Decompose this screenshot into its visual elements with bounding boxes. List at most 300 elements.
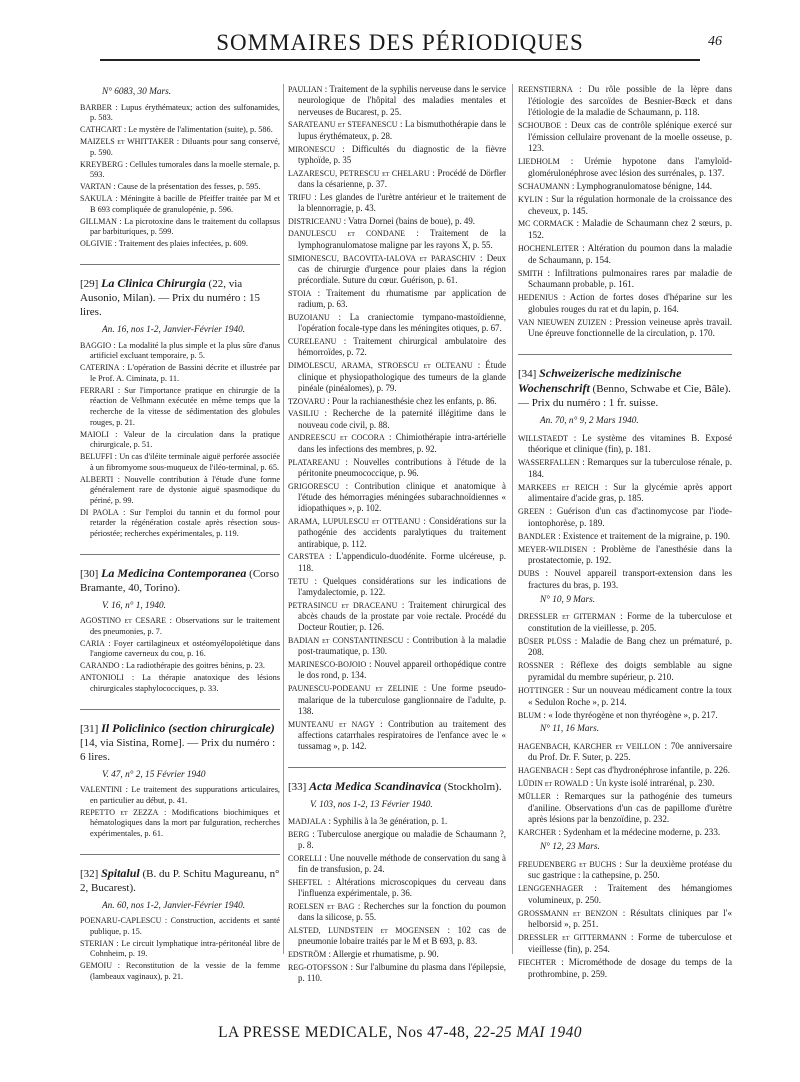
article-entry — [80, 239, 280, 250]
article-title: : Sur l'albumine du plasma dans l'épilepsie, p. 110. — [298, 961, 506, 984]
footer-dates: 22-25 MAI 1940 — [473, 1024, 582, 1041]
article-title: : La radiothérapie des goitres bénins, p. 23. — [121, 661, 265, 671]
article-title: : L'appendiculo-duodénite. Forme ulcéreuse, p. 118. — [298, 551, 506, 573]
article-entry — [288, 144, 506, 167]
article-entry — [288, 719, 506, 753]
article-title: : Urémie hypotone dans l'amyloïd-glomérulonéphrose avec lésion des surrénales, p. 137. — [528, 156, 732, 178]
journal-number: [34] — [518, 367, 537, 380]
article-author: BERG — [288, 829, 310, 839]
article-title: : Pour la rachianesthésie chez les enfants, p. 86. — [327, 395, 497, 406]
article-entry — [518, 859, 732, 882]
article-author: TETU — [288, 576, 309, 586]
article-author: AGOSTINO et CESARE — [80, 616, 166, 626]
footer-prefix: LA PRESSE MEDICALE, N — [218, 1024, 409, 1041]
article-author: STERIAN — [80, 938, 114, 948]
article-title: : L'opération de Bassini décrite et illustrée par le Prof. A. Ciminata, p. 11. — [90, 363, 280, 383]
article-entry — [80, 103, 280, 124]
article-title: : Modifications biochimiques et hématologiques dans la mort par fulguration, recherches expérimentales, p. 61. — [90, 807, 280, 838]
page-footer — [0, 1024, 800, 1042]
article-title: : Nouvelles contributions à l'étude de la péritonite pneumococcique, p. 96. — [298, 456, 507, 478]
article-author: PLATAREANU — [288, 457, 340, 467]
article-title: : Lymphogranulomatose bénigne, 144. — [571, 180, 713, 191]
article-author: MIRONESCU — [288, 144, 336, 154]
article-author: ARAMA, LUPULESCU et OTTEANU — [288, 517, 421, 527]
article-author: TRIFU — [288, 192, 312, 202]
article-author: WASSERFALLEN — [518, 458, 580, 468]
article-author: CATERINA — [80, 363, 120, 373]
journal-number: [32] — [80, 867, 99, 880]
article-title: : Traitement du rhumatisme par application de radium, p. 63. — [298, 287, 506, 310]
article-entry — [518, 568, 732, 591]
article-entry — [288, 192, 506, 215]
article-entry — [518, 482, 732, 505]
article-author: BUZOIANU — [288, 313, 330, 323]
article-entry — [518, 218, 732, 241]
article-title: : La thérapie anatoxique des lésions chirurgicales staphylococciques, p. 33. — [90, 673, 280, 693]
journal-details: (B. du P. Schitu Magureanu, n° 2, Bucarest). — [80, 867, 280, 894]
article-title: : Nouvel appareil transport-extension dans les fractures du bras, p. 193. — [528, 568, 732, 591]
article-author: KREYBERG — [80, 159, 124, 169]
article-entry — [518, 181, 732, 193]
article-author: HAGENBACH, KARCHER et VEILLON — [518, 741, 661, 751]
column-divider — [512, 84, 513, 954]
article-entry — [288, 949, 506, 960]
article-author: SCHAUMANN — [518, 181, 570, 191]
article-entry — [288, 336, 506, 359]
article-title: : La modalité la plus simple et la plus sûre d'anus artificiel excluant temporaire, p. 5. — [90, 340, 280, 361]
article-entry — [518, 908, 732, 931]
journal-heading — [518, 354, 732, 410]
article-title: : Du rôle possible de la lèpre dans l'étiologie des sarcoïdes de Besnier-Bœck et dans l'étiologie de la maladie de Schaumann, p. 118. — [528, 84, 732, 118]
article-entry — [518, 710, 732, 722]
article-entry — [518, 194, 732, 217]
article-entry — [288, 432, 506, 455]
article-title: : Deux cas de chirurgie d'urgence pour plaies dans la région précordiale. Suture du cœur. Guérison, p. 61. — [298, 252, 506, 286]
article-author: CARANDO — [80, 661, 120, 671]
article-entry — [288, 816, 506, 827]
article-author: HOCHENLEITER — [518, 244, 579, 254]
issue-heading: V. 16, n° 1, 1940. — [102, 600, 166, 611]
article-title: : Quelques considérations sur les indications de l'amydalectomie, p. 122. — [298, 575, 507, 597]
article-author: DRESSLER et GITERMAN — [518, 612, 616, 622]
article-title: : Sept cas d'hydronéphrose infantile, p. 226. — [570, 765, 730, 776]
article-title: : Une forme pseudo-malarique de la tuberculose ganglionnaire de l'adulte, p. 138. — [298, 683, 507, 716]
journal-details: (Corso Bramante, 40, Torino). — [80, 567, 280, 594]
article-author: DIMOLESCU, ARAMA, STROESCU et OLTEANU — [288, 361, 473, 371]
journal-heading — [80, 854, 280, 895]
article-author: VASILIU — [288, 409, 319, 419]
article-title: : La picrotoxine dans le traitement du collapsus par barbituriques, p. 599. — [90, 216, 280, 237]
article-entry — [518, 544, 732, 567]
article-author: LIEDHOLM — [518, 157, 560, 167]
article-entry — [80, 639, 280, 660]
article-entry — [288, 516, 506, 550]
article-entry — [288, 481, 506, 515]
article-title: : Contribution à la maladie post-traumatique, p. 130. — [298, 635, 507, 657]
article-title: : Vatra Dornei (bains de boue), p. 49. — [343, 215, 476, 226]
article-author: GILLMAN — [80, 216, 117, 226]
article-author: BANDLER — [518, 531, 556, 541]
issue-heading: An. 70, n° 9, 2 Mars 1940. — [540, 415, 639, 426]
journal-heading — [80, 554, 280, 595]
article-entry — [80, 363, 280, 384]
article-entry — [80, 616, 280, 637]
article-author: BAGGIO — [80, 340, 112, 350]
article-author: PETRASINCU et DRACEANU — [288, 600, 398, 610]
article-author: REG-OTOFSSON — [288, 962, 348, 972]
article-entry — [80, 673, 280, 694]
issue-heading: An. 60, nos 1-2, Janvier-Février 1940. — [102, 900, 246, 911]
issue-heading: V. 103, nos 1-2, 13 Février 1940. — [310, 799, 433, 810]
article-author: BÜSER PLÜSS — [518, 636, 572, 646]
article-entry — [80, 341, 280, 362]
article-author: SARATEANU et STEFANESCU — [288, 120, 398, 130]
page-number: 46 — [708, 34, 722, 49]
article-title: : Deux cas de contrôle splénique exercé sur l'émission cellulaire provenant de la moelle osseuse, p. 123. — [528, 120, 732, 154]
article-entry — [80, 430, 280, 451]
issue-heading: An. 16, nos 1-2, Janvier-Février 1940. — [102, 325, 246, 336]
article-title: : Sur l'importance pratique en chirurgie de la réaction de Velhmann exécutée en même temps que la recherche de la vitesse de sédimentation des globules rouges, p. 21. — [90, 385, 280, 427]
article-author: REENSTIERNA — [518, 85, 573, 94]
article-entry — [518, 827, 732, 839]
article-entry — [518, 292, 732, 315]
article-entry — [80, 808, 280, 840]
article-title: : Résultats cliniques par l'« helborsid », p. 251. — [528, 907, 732, 930]
article-author: BELUFFI — [80, 452, 113, 462]
article-title: : Microméthode de dosage du temps de la prothrombine, p. 259. — [528, 956, 732, 979]
article-author: HEDENIUS — [518, 293, 558, 303]
article-title: : Le traitement des suppurations articulaires, en particulier au début, p. 41. — [90, 785, 281, 805]
journal-details: (Stockholm). — [443, 780, 502, 793]
article-author: POENARU-CAPLESCU — [80, 916, 162, 926]
article-title: : Valeur de la circulation dans la pratique chirurgicale, p. 51. — [90, 429, 280, 450]
article-title: : Infiltrations pulmonaires rares par maladie de Schaumann probable, p. 161. — [528, 267, 732, 290]
article-title: : Sur un nouveau médicament contre la toux « Sedulon Roche », p. 214. — [528, 684, 732, 707]
article-author: ANTONIOLI — [80, 673, 124, 683]
article-title: : Sur la glycémie après apport alimentaire d'acide gras, p. 185. — [528, 481, 732, 504]
article-title: : Étude clinique et physiopathologique des tumeurs de la glande pinéale (pinéalomes), p. 79. — [298, 360, 507, 393]
article-entry — [288, 853, 506, 876]
article-author: GEMOIU — [80, 961, 112, 971]
article-entry — [288, 119, 506, 142]
article-entry — [518, 506, 732, 529]
article-entry — [288, 253, 506, 287]
article-author: LENGGENHAGER — [518, 884, 584, 894]
article-title: : Observations sur le traitement des pneumonies, p. 7. — [90, 616, 280, 636]
article-author: CARIA — [80, 638, 105, 648]
article-author: DUBS — [518, 569, 540, 579]
article-entry — [288, 228, 506, 251]
journal-name: Schweizerische medizinische Wochenschrift — [518, 365, 682, 395]
article-author: MAIOLI — [80, 429, 109, 439]
article-title: : Remarques sur la pathogénie des tumeurs d'aniline. Observations d'un cas de papillome d'urètre après lésions par la benzoïdine, p. 232. — [528, 791, 732, 825]
article-entry — [80, 508, 280, 540]
article-author: FIECHTER — [518, 957, 557, 967]
header-rule — [100, 59, 700, 61]
article-title: : 70e anniversaire du Prof. Dr. F. Suter, p. 225. — [528, 740, 733, 763]
page-header — [20, 30, 780, 66]
article-title: : Sydenham et la médecine moderne, p. 233. — [558, 827, 721, 838]
article-author: SCHOUBOE — [518, 121, 562, 131]
article-entry — [80, 916, 280, 937]
article-entry — [518, 268, 732, 291]
article-title: : Lupus érythémateux; action des sulfonamides, p. 583. — [90, 102, 280, 123]
article-title: : Maladie de Bang chez un prématuré, p. 208. — [528, 635, 733, 658]
article-title: : Action de fortes doses d'héparine sur les globules rouges du rat et du lapin, p. 164. — [528, 292, 733, 314]
column-divider — [283, 84, 284, 954]
article-author: CORELLI — [288, 853, 322, 863]
journal-name: La Medicina Contemporanea — [101, 565, 247, 580]
article-entry — [288, 576, 506, 599]
article-entry — [518, 317, 732, 340]
article-author: KYLIN — [518, 194, 543, 204]
page-title: SOMMAIRES DES PÉRIODIQUES — [216, 30, 584, 55]
article-title: : Tuberculose anergique ou maladie de Schaumann ?, p. 8. — [298, 828, 507, 851]
article-entry — [518, 741, 732, 764]
article-title: : Altération du poumon dans la maladie de Schaumann, p. 154. — [528, 243, 732, 265]
article-entry — [80, 194, 280, 215]
article-title: : Altérations microscopiques du cerveau dans l'influenza expérimentale, p. 36. — [298, 876, 507, 899]
article-author: MARINESCO-BOJOIO — [288, 660, 367, 670]
article-entry — [518, 243, 732, 266]
article-title: : Nouvel appareil orthopédique contre le dos rond, p. 134. — [298, 659, 506, 681]
article-author: HAGENBACH — [518, 766, 569, 776]
journal-number: [30] — [80, 567, 99, 580]
article-author: LAZARESCU, PETRESCU et CHELARU — [288, 168, 430, 178]
article-entry — [518, 120, 732, 155]
article-author: LÜDIN et ROWALD — [518, 779, 589, 789]
article-author: DRESSLER et GITTERMANN — [518, 933, 627, 943]
article-title: : Procédé de Dörfler dans la césarienne, p. 37. — [298, 167, 507, 189]
article-title: : Le circuit lymphatique intra-péritonéal libre de Cohnheim, p. 19. — [90, 938, 281, 959]
article-entry — [518, 778, 732, 790]
article-entry — [288, 84, 506, 118]
article-author: FREUDENBERG et BUCHS — [518, 859, 617, 869]
journal-number: [29] — [80, 278, 99, 291]
journal-name: Spitalul — [101, 865, 140, 880]
article-entry — [288, 168, 506, 191]
journal-name: La Clinica Chirurgia — [101, 276, 206, 291]
article-author: GRIGORESCU — [288, 481, 340, 491]
article-title: : La craniectomie tympano-mastoïdienne, l'opération focale-type dans les méningites otiques, p. 67. — [298, 312, 506, 334]
article-title: : Traitement chirurgical des abcès chauds de la prostate par voie rectale. Procédé du Docteur Routier, p. 126. — [298, 599, 506, 633]
article-title: : Guérison d'un cas d'actinomycose par l'iode-iontophorèse, p. 189. — [528, 506, 732, 528]
article-title: : Traitement des hémangiomes volumineux, p. 250. — [528, 883, 732, 905]
article-author: BARBER — [80, 102, 113, 112]
article-title: : Syphilis à la 3e génération, p. 1. — [328, 815, 448, 826]
article-entry — [288, 408, 506, 431]
footer-numbers: os 47-48, — [408, 1024, 470, 1041]
article-title: : « Iode thyréogène et non thyréogène », p. 217. — [543, 709, 718, 720]
article-author: MÜLLER — [518, 792, 551, 802]
article-entry — [518, 84, 732, 119]
article-entry — [288, 901, 506, 924]
article-title: : 102 cas de pneumonie lobaire traités par le M et B 693, p. 83. — [298, 925, 507, 947]
article-title: : Contribution au traitement des affections catarrhales respiratoires de l'enfance avec le « tussamag », p. 142. — [298, 718, 507, 752]
article-title: : Forme de tuberculose et vieillesse (fin), p. 254. — [528, 932, 732, 954]
article-entry — [288, 288, 506, 311]
article-author: CATHCART — [80, 125, 122, 135]
issue-heading: V. 47, n° 2, 15 Février 1940 — [102, 769, 206, 780]
article-title: : Un kyste isolé intrarénal, p. 230. — [590, 778, 715, 789]
article-title: : Cellules tumorales dans la moelle sternale, p. 593. — [90, 159, 281, 180]
article-entry — [518, 883, 732, 906]
article-title: : Construction, accidents et santé publique, p. 15. — [90, 916, 280, 936]
article-title: : Sur la deuxième protéase du suc gastrique : la cathepsine, p. 250. — [528, 858, 732, 881]
article-entry — [518, 660, 732, 683]
article-entry — [518, 636, 732, 659]
issue-heading: N° 10, 9 Mars. — [540, 594, 596, 605]
article-title: : Chimiothérapie intra-artérielle dans les infections des membres, p. 92. — [298, 432, 506, 454]
article-author: SMITH — [518, 268, 543, 278]
article-title: : Reconstitution de la vessie de la femme (lambeaux vaginaux), p. 21. — [90, 961, 280, 981]
article-entry — [518, 791, 732, 826]
column-right — [518, 84, 732, 982]
article-title: : Diluants pour sang conservé, p. 590. — [90, 137, 280, 157]
article-title: : Le mystère de l'alimentation (suite), p. 586. — [123, 125, 273, 135]
journal-name: Acta Medica Scandinavica — [309, 778, 442, 793]
article-entry — [80, 182, 280, 193]
article-title: : Recherches sur la fonction du poumon dans la silicose, p. 55. — [298, 900, 506, 923]
article-title: : Allergie et rhumatisme, p. 90. — [328, 949, 439, 960]
article-entry — [288, 396, 506, 407]
article-title: : Traitement chirurgical ambulatoire des hémorroïdes, p. 72. — [298, 336, 507, 358]
article-entry — [288, 216, 506, 227]
article-title: : Problème de l'anesthésie dans la prostatectomie, p. 192. — [528, 543, 732, 566]
article-entry — [518, 156, 732, 179]
article-entry — [288, 600, 506, 634]
journal-heading — [288, 767, 506, 794]
article-title: : Remarques sur la tuberculose rénale, p. 184. — [528, 457, 732, 479]
article-title: : Considérations sur la pathogénie des accidents paralytiques du traitement antirabique, p. 112. — [298, 516, 507, 549]
article-entry — [288, 360, 506, 394]
article-author: MC CORMACK — [518, 219, 574, 229]
article-entry — [80, 217, 280, 238]
article-author: GROSSMANN et BENZON — [518, 908, 618, 918]
article-title: : Pression veineuse après travail. Une épreuve fonctionnelle de la circulation, p. 170. — [528, 316, 732, 339]
article-title: : Recherche de la paternité illégitime dans le nouveau code civil, p. 88. — [298, 408, 506, 430]
article-author: MADJALA — [288, 816, 327, 826]
article-title: : Existence et traitement de la migraine, p. 190. — [558, 530, 731, 541]
article-author: PAUNESCU-PODEANU et ZELINIE — [288, 684, 419, 694]
journal-heading — [80, 709, 280, 764]
column-middle — [288, 84, 506, 986]
article-author: ALBERTI — [80, 474, 114, 484]
article-entry — [518, 932, 732, 955]
issue-heading: N° 11, 16 Mars. — [540, 724, 600, 735]
article-title: : Le système des vitamines B. Exposé théorique et clinique (fin), p. 181. — [528, 432, 732, 455]
article-author: KARCHER — [518, 828, 557, 838]
article-title: : Forme de la tuberculose et constitution de la vieillesse, p. 205. — [528, 611, 732, 633]
issue-heading: N° 12, 23 Mars. — [540, 842, 600, 853]
article-author: MARKEES et REICH — [518, 482, 599, 492]
article-author: SIMIONESCU, BACOVITA-IALOVA et PARASCHIV — [288, 253, 476, 263]
article-title: : Réflexe des doigts semblable au signe pyramidal du membre supérieur, p. 210. — [528, 660, 732, 682]
article-entry — [80, 475, 280, 507]
article-author: FERRARI — [80, 385, 114, 395]
issue-heading: N° 6083, 30 Mars. — [102, 87, 172, 97]
article-entry — [518, 685, 732, 708]
article-title: : Traitement de la syphilis nerveuse dans le service neurologique de l'hôpital des maladies mentales et nerveuses de Bucarest, p. 25. — [298, 84, 506, 117]
article-author: DI PAOLA — [80, 507, 119, 517]
article-author: BLUM — [518, 710, 542, 720]
article-entry — [288, 962, 506, 985]
article-author: CARSTEA — [288, 552, 325, 562]
article-entry — [518, 531, 732, 543]
article-author: PAULIAN — [288, 85, 323, 94]
article-author: GREEN — [518, 507, 545, 517]
article-author: DISTRICEANU — [288, 216, 342, 226]
article-author: CURELEANU — [288, 337, 337, 347]
article-entry — [518, 957, 732, 980]
article-author: TZOVARU — [288, 396, 326, 406]
article-entry — [80, 661, 280, 672]
article-author: STOIA — [288, 288, 312, 298]
article-title: : Foyer cartilagineux et ostéomyélopoïétique dans l'angiome caverneux du cou, p. 16. — [90, 638, 280, 659]
article-title: : Traitement des plaies infectées, p. 609. — [114, 239, 248, 249]
article-author: DANULESCU et CONDANE — [288, 229, 406, 239]
article-title: : Maladie de Schaumann chez 2 sœurs, p. 152. — [528, 218, 732, 241]
article-author: MUNTEANU et NAGY — [288, 719, 375, 729]
article-author: MAIZELS et WHITTAKER — [80, 137, 175, 147]
article-entry — [288, 829, 506, 852]
journal-details: [14, via Sistina, Rome]. — Prix du numéro : 6 lires. — [80, 736, 276, 763]
article-title: : Méningite à bacille de Pfeiffer traitée par M et B 693 compliquée de granulopénie, p. 596. — [90, 194, 280, 214]
article-entry — [288, 635, 506, 658]
article-author: ALSTED, LUNDSTEIN et MOGENSEN — [288, 926, 440, 936]
article-title: : Difficultés du diagnostic de la fièvre typhoïde, p. 35 — [298, 143, 507, 165]
article-title: : Les glandes de l'urètre antérieur et le traitement de la blennorragie, p. 43. — [298, 191, 507, 213]
journal-details: (Benno, Schwabe et Cie, Bâle). — Prix du numéro : 1 fr. suisse. — [518, 382, 731, 409]
journal-number: [31] — [80, 722, 99, 735]
article-author: SAKULA — [80, 194, 113, 204]
article-author: MEYER-WILDISEN — [518, 544, 588, 554]
article-entry — [80, 137, 280, 158]
article-entry — [518, 611, 732, 634]
article-title: : Sur l'emploi du tannin et du formol pour retarder la régénération costale après résection sous-périostée; recherches expérimentales, p. 119. — [90, 507, 280, 539]
article-author: ROSSNER — [518, 661, 555, 671]
article-author: EDSTRÖM — [288, 950, 327, 960]
article-entry — [80, 125, 280, 136]
article-entry — [80, 785, 280, 806]
article-title: : La bismuthothérapie dans le lupus érythémateux, p. 28. — [298, 119, 506, 141]
article-entry — [288, 312, 506, 335]
article-title: : Cause de la présentation des fesses, p. 595. — [113, 182, 261, 192]
article-author: VARTAN — [80, 182, 112, 192]
article-title: : Sur la régulation hormonale de la croissance des cheveux, p. 145. — [528, 193, 732, 216]
article-entry — [288, 457, 506, 480]
article-author: WILLSTAEDT — [518, 433, 569, 443]
article-entry — [288, 925, 506, 948]
article-entry — [288, 683, 506, 717]
article-title: : Nouvelle contribution à l'étude d'une forme généralement rare de dystonie aiguë spasmodique du périné, p. 99. — [90, 474, 281, 505]
article-author: REPETTO et ZEZZA — [80, 807, 159, 817]
article-title: : Contribution clinique et anatomique à l'étude des hémorragies méningées subarachnoïdiennes « idiopathiques », p. 102. — [298, 480, 506, 514]
article-author: HOTTINGER — [518, 685, 564, 695]
article-title: : Une nouvelle méthode de conservation du sang à fin de transfusion, p. 24. — [298, 852, 506, 875]
article-title: : Traitement de la lymphogranulomatose maligne par les rayons X, p. 55. — [298, 228, 506, 250]
article-author: ROELSEN et BAG — [288, 901, 355, 911]
article-author: BADIAN et CONSTANTINESCU — [288, 636, 404, 646]
article-author: SHEFTEL — [288, 877, 323, 887]
article-author: OLGIVIE — [80, 239, 113, 249]
article-entry — [288, 551, 506, 574]
column-left — [80, 84, 280, 984]
journal-heading — [80, 264, 280, 319]
article-author: VAN NIEUWEN ZUIZEN — [518, 317, 607, 327]
article-entry — [80, 961, 280, 982]
article-author: ANDREESCU et COCORA — [288, 433, 385, 443]
